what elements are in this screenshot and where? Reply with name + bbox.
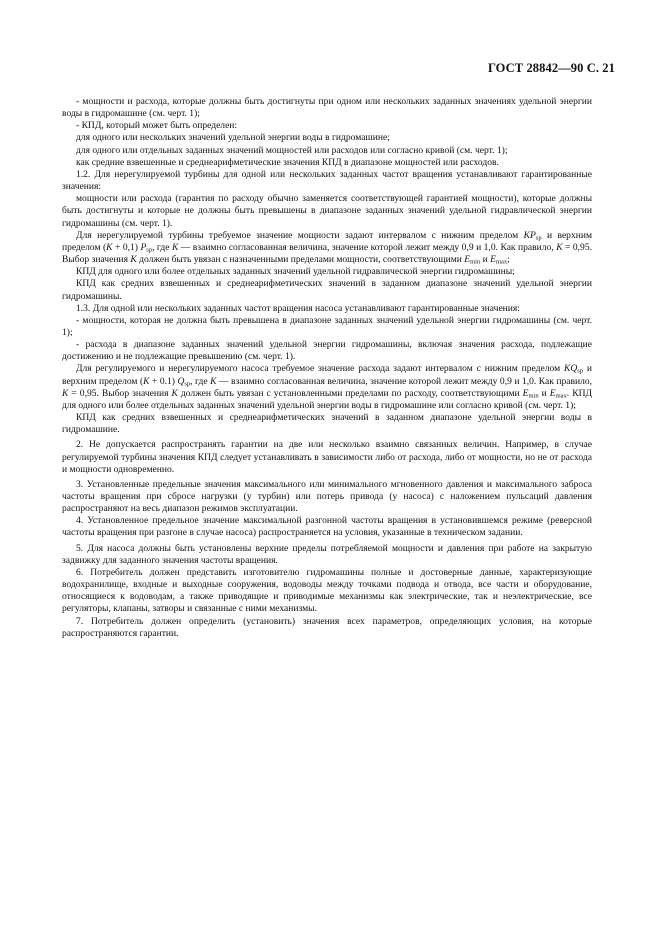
paragraph: КПД как средних взвешенных и среднеарифметических значений в заданном диапазоне значений удельной энергии гидромашины.: [62, 278, 592, 302]
paragraph: КПД для одного или более отдельных заданных значений удельной гидравлической энергии гидромашины;: [76, 266, 515, 278]
paragraph-turbine-power-interval: Для нерегулируемой турбины требуемое значение мощности задают интервалом с нижним пределом $KP_{sp}$ и верхним пределом (K + 0,1) $P_{sp}$, где K — взаимно согласованная величина, значение которой лежит между 0,9 и 1,0. Как правило, K = 0,95. Выбор значения K должен быть увязан с назначенными пределами мощности, соответствующими $E_{min}$ и $E_{max}$;: [62, 229, 592, 266]
paragraph-clause-3: 3. Установленные предельные значения максимального или минимального мгновенного давления и максимального заброса частоты вращения при сбросе нагрузки (у турбин) или потерь привода (у насоса) с наложением пульсаций давления распространяют на весь диапазон режимов эксплуатации.: [62, 478, 592, 515]
paragraph: 1.2. Для нерегулируемой турбины для одной или нескольких заданных частот вращения устанавливают гарантированные значения:: [62, 168, 592, 193]
paragraph: КПД как средних взвешенных и среднеарифметических значений в заданном диапазоне удельной энергии воды в гидромашине.: [62, 412, 592, 436]
paragraph: мощности или расхода (гарантия по расходу обычно заменяется соответствующей гарантией мощности), которые должны быть достигнуты и которые не должны быть превышены в диапазоне заданных значений удельной гидравлической энергии гидромашины (см. черт. 1).: [62, 193, 592, 229]
paragraph: - расхода в диапазоне заданных значений удельной энергии гидромашины, включая значения расхода, подлежащие достижению и не подлежащие превышению (см. черт. 1).: [62, 339, 592, 363]
paragraph-clause-7: 7. Потребитель должен определить (установить) значения всех параметров, определяющих условия, на которые распространяются гарантии.: [62, 615, 592, 639]
paragraph: 1.3. Для одной или нескольких заданных частот вращения насоса устанавливают гарантированные значения:: [76, 302, 520, 314]
document-body: [62, 96, 592, 640]
paragraph-pump-flow-interval: Для регулируемого и нерегулируемого насоса требуемое значение расхода задают интервалом с нижним пределом $KQ_{sp}$ и верхним пределом (K + 0.1) $Q_{sp}$, где K — взаимно согласованная величина, значение которой лежит между 0,9 и 1,0. Как правило, K = 0,95. Выбор значения K должен быть увязан с установленными пределами по расходу, соответствующими $E_{min}$ и $E_{max}$. КПД для одного или более отдельных заданных значений удельной энергии воды в гидромашине или согласно кривой (см. черт. 1);: [62, 363, 593, 411]
paragraph: для одного или отдельных заданных значений мощностей или расходов или согласно кривой (см. черт. 1);: [76, 144, 508, 156]
paragraph: как средние взвешенные и среднеарифметические значения КПД в диапазоне мощностей или расходов.: [76, 156, 499, 168]
paragraph-clause-6: 6. Потребитель должен представить изготовителю гидромашины полные и достоверные данные, характеризующие водохранилище, входные и выходные сооружения, водоводы между точками подвода и отвода, все части и оборудование, относящиеся к водоводам, а также приводящие и приводимые механизмы как электрические, так и неэлектрические, все регуляторы, клапаны, затворы и связанные с ними механизмы.: [62, 566, 592, 615]
page-header: ГОСТ 28842—90 С. 21: [487, 61, 615, 75]
paragraph: - мощности и расхода, которые должны быть достигнуты при одном или нескольких заданных значениях удельной энергии воды в гидромашине (см. черт. 1);: [62, 96, 592, 120]
paragraph-clause-2: 2. Не допускается распространять гарантии на две или несколько взаимно связанных величин. Например, в случае регулируемой турбины значения КПД следует устанавливать в зависимости либо от расхода, либо от мощности, но не от расхода и мощности одновременно.: [62, 439, 592, 475]
paragraph-clause-4: 4. Установленное предельное значение максимальной разгонной частоты вращения в установившемся режиме (реверсной частоты вращения при разгоне в случае насоса) распространяется на условия, указанные в техническом задании.: [62, 515, 592, 539]
paragraph: - КПД, который может быть определен:: [76, 120, 238, 132]
paragraph: для одного или нескольких значений удельной энергии воды в гидромашине;: [76, 132, 390, 144]
paragraph: - мощности, которая не должна быть превышена в диапазоне заданных значений удельной энергии гидромашины (см. черт. 1);: [62, 314, 592, 338]
paragraph-clause-5: 5. Для насоса должны быть установлены верхние пределы потребляемой мощности и давления при работе на закрытую задвижку для заданного значения частоты вращения.: [62, 542, 592, 566]
